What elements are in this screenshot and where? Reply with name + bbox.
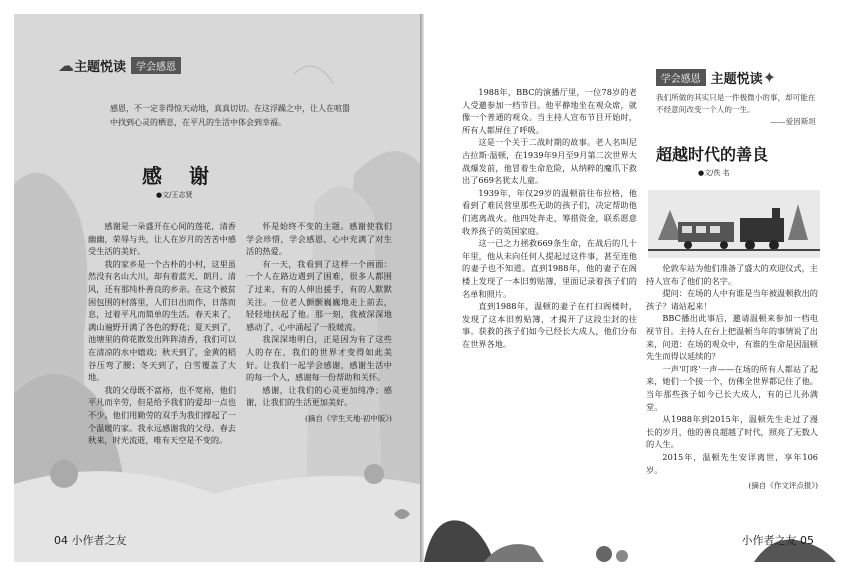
- sparkle-icon: ✦: [762, 68, 776, 87]
- body-column-2: [646, 262, 818, 493]
- cloud-icon: ☁: [58, 56, 74, 75]
- section-title: 主题悦读: [710, 72, 763, 87]
- source-note: (摘自《作文评点报》): [748, 481, 818, 491]
- body-column-1: [88, 220, 236, 447]
- paragraph: BBC播出此事后，邀请温顿来参加一档电视节目。主持人在台上把温顿当年的事情说了出来，问道：在场的观众中，有谁的生命是因温顿先生而得以延续的？: [646, 313, 818, 362]
- article-author: ●文/王志贤: [156, 191, 193, 199]
- page-footer: [742, 532, 815, 548]
- paragraph: 伦敦车站为他们准备了盛大的欢迎仪式，主持人宣布了他们的名字。: [646, 263, 818, 286]
- right-page: [424, 14, 836, 562]
- magazine-name: 小作者之友: [741, 534, 797, 547]
- paragraph: 这一已之力拯救669条生命，在战后的几十年里，他从未向任何人提起过这件事，甚至连他的妻子也不知道。直到1988年，他的妻子在阁楼上发现了一本旧剪贴簿，里面记录着孩子们的名单和照片。: [462, 238, 637, 299]
- paragraph: 1988年，BBC的演播厅里，一位78岁的老人受邀参加一档节目。他平静地坐在观众席，就像一个普通的观众。当主持人宣布节目开始时，所有人都屏住了呼吸。: [462, 87, 637, 135]
- paragraph: 感谢是一朵盛开在心间的莲花，清香幽幽，荣辱与共，让人在岁月的苦苦中感受生活的美好。: [88, 221, 236, 257]
- train-illustration: [648, 190, 820, 258]
- body-column-2: [246, 220, 392, 426]
- page-footer: [54, 532, 127, 548]
- magazine-spread: [14, 14, 836, 562]
- paragraph: 有一天，我看到了这样一个画面：一个人在路边遇到了困难，很多人都围了过来，有的人伸出援手，有的人默默关注。一位老人颤颤巍巍地走上前去，轻轻地扶起了他。那一刻，我被深深地感动了，心中涌起了一股暖流。: [246, 258, 392, 332]
- section-subtitle: 学会感恩: [131, 57, 181, 74]
- paragraph: 一声'叮咚'一声——在场的所有人都站了起来，她们一个接一个，仿佛全世界都记住了他。当年那些孩子如今已长大成人，有的已儿孙满堂。: [646, 363, 818, 412]
- paragraph: 感谢，让我们的心灵更加纯净；感谢，让我们的生活更加美好。: [246, 384, 392, 408]
- page-number: 04: [54, 534, 68, 547]
- article-title: 超越时代的善良: [656, 145, 769, 164]
- paragraph: 我深深地明白，正是因为有了这些人的存在，我们的世界才变得如此美好。让我们一起学会感谢，感谢生活中的每一个人，感谢每一份帮助和关怀。: [246, 334, 392, 383]
- article-author: ●文/佚 名: [698, 169, 730, 177]
- paragraph: 这是一个关于二战时期的故事。老人名叫尼古拉斯·温顿，在1939年9月至9月第二次世界大战爆发前，他冒着生命危险，从纳粹的魔爪下救出了669名犹太儿童。: [462, 137, 637, 186]
- page-number: 05: [800, 534, 814, 547]
- section-header: [651, 68, 776, 87]
- paragraph: 1939年，年仅29岁的温顿前往布拉格，他看到了难民营里那些无助的孩子们，决定帮助他们逃离战火。他四处奔走，筹措资金，联系愿意收养孩子的英国家庭。: [462, 187, 637, 236]
- section-header: [58, 56, 186, 75]
- paragraph: 我的家乡是一个古朴的小村，这里虽然没有名山大川，却有着蓝天、朗月、清风，还有那纯朴善良的乡亲。在这个被贫困包围的村落里，人们日出而作，日落而息，过着平凡而简单的生活。春天来了，满山遍野开满了各色的野花；夏天到了，池塘里的荷花散发出阵阵清香，我们可以在清凉的水中嬉戏；秋天到了，金黄的稻谷压弯了腰；冬天到了，白雪覆盖了大地。: [88, 258, 236, 383]
- intro-quote: 感恩，不一定非得惊天动地，真真切切。在这浮躁之中，让人在喧嚣中找到心灵的栖息，在平凡的生活中体会到幸福。: [110, 104, 350, 127]
- body-column-1: [462, 86, 637, 350]
- paragraph: 2015年，温顿先生安详离世，享年106岁。: [646, 451, 818, 475]
- left-page: [14, 14, 420, 562]
- intro-quote-signature: ——爱因斯坦: [770, 117, 816, 126]
- paragraph: 我的父母既不富裕，也不宽裕，他们平凡而辛劳，但是给予我们的爱却一点也不少。他们用勤劳的双手为我们撑起了一个温暖的家。我永远感谢我的父母。春去秋来，时光流逝，唯有天空是不变的。: [88, 384, 236, 446]
- section-subtitle: 学会感恩: [656, 69, 706, 86]
- magazine-name: 小作者之友: [71, 534, 127, 547]
- paragraph: 提问：在场的人中有谁是当年被温顿救出的孩子？请站起来！: [646, 288, 818, 311]
- paragraph: 怀是始终不变的主题。感谢使我们学会珍惜，学会感恩，心中充满了对生活的热爱。: [246, 221, 392, 257]
- paragraph: 直到1988年，温顿的妻子在打扫阁楼时，发现了这本旧剪贴簿，才揭开了这段尘封的往事。获救的孩子们如今已经长大成人，他们分布在世界各地。: [462, 301, 637, 349]
- section-title: 主题悦读: [74, 60, 127, 75]
- intro-quote-text: 我们所做的其实只是一件极微小的事，却可能在不经意间改变一个人的一生。: [656, 93, 816, 114]
- article-title: 感 谢: [142, 164, 219, 188]
- paragraph: 从1988年到2015年，温顿先生走过了漫长的岁月，他的善良超越了时代，照亮了无数人的人生。: [646, 414, 818, 450]
- source-note: (摘自《学生天地·初中版》): [305, 413, 392, 423]
- intro-quote: [656, 92, 816, 128]
